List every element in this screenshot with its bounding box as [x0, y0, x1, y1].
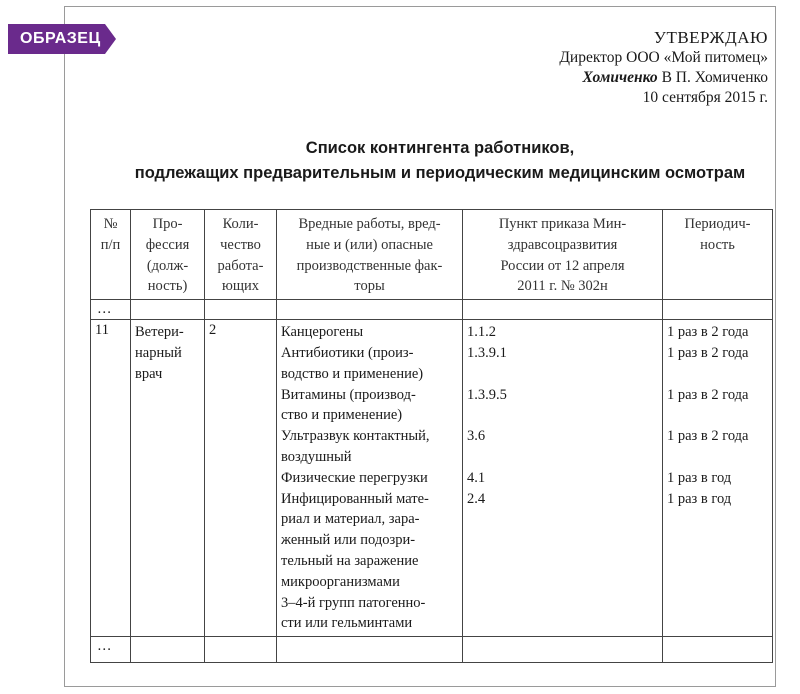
cell-line: фессия	[145, 236, 190, 253]
signature: Хомиченко	[582, 69, 658, 86]
cell-line: Витамины (производ-	[281, 386, 416, 403]
cell-line: ность	[700, 236, 735, 253]
cell-line: 3–4-й групп патогенно-	[281, 594, 426, 611]
row-number: 11	[91, 320, 131, 637]
cell-line: России от 12 апреля	[500, 257, 625, 274]
cell-line: ные и (или) опасные	[306, 236, 433, 253]
ellipsis-cell-bottom: …	[91, 637, 131, 663]
periodicity-value: 1 раз в 2 года	[667, 344, 749, 361]
periodicity-value: 1 раз в 2 года	[667, 386, 749, 403]
sample-badge	[8, 24, 116, 54]
cell-line: женный или подозри-	[281, 532, 416, 549]
row-order-points	[463, 320, 663, 637]
title-line-2: подлежащих предварительным и периодическим медицинским осмотрам	[134, 164, 746, 182]
cell-line: Про-	[152, 216, 183, 232]
cell-line: риал и материал, зара-	[281, 511, 420, 528]
cell-line: (долж-	[146, 257, 189, 274]
table-row-ellipsis	[91, 300, 773, 320]
title-line-1: Список контингента работников,	[305, 139, 575, 157]
cell-line: нарный	[135, 344, 182, 361]
cell-line: ющих	[221, 278, 259, 295]
header-count	[205, 210, 277, 300]
cell-line: врач	[135, 365, 163, 382]
order-point: 4.1	[467, 469, 486, 486]
document-title	[90, 136, 790, 186]
cell-line: производственные фак-	[296, 257, 443, 274]
approval-date: 10 сентября 2015 г.	[642, 89, 768, 106]
order-point: 1.3.9.5	[467, 386, 507, 403]
approver-name: В П. Хомиченко	[661, 69, 768, 86]
header-order-point	[463, 210, 663, 300]
table-header-row	[91, 210, 773, 300]
row-count: 2	[205, 320, 277, 637]
cell-line: Антибиотики (произ-	[281, 344, 414, 361]
badge-label: ОБРАЗЕЦ	[20, 30, 101, 47]
cell-line: воздушный	[281, 448, 352, 465]
cell-line: 2011 г. № 302н	[517, 278, 608, 295]
header-number	[91, 210, 131, 300]
table-row	[91, 320, 773, 637]
approval-position: Директор ООО «Мой питомец»	[559, 49, 768, 66]
cell-line: п/п	[100, 236, 121, 253]
cell-line: водство и применение)	[281, 365, 424, 382]
row-periodicity	[663, 320, 773, 637]
cell-line: Канцерогены	[281, 324, 364, 341]
header-profession	[131, 210, 205, 300]
approval-block	[559, 28, 768, 108]
periodicity-value: 1 раз в год	[667, 490, 732, 507]
order-point: 1.1.2	[467, 324, 496, 341]
header-periodicity	[663, 210, 773, 300]
cell-line: Инфицированный мате-	[281, 490, 429, 507]
cell-line: Физические перегрузки	[281, 469, 428, 486]
contingent-table	[90, 209, 773, 663]
cell-line: №	[103, 216, 118, 232]
periodicity-value: 1 раз в год	[667, 469, 732, 486]
row-profession	[131, 320, 205, 637]
order-point: 1.3.9.1	[467, 344, 507, 361]
cell-line: ство и применение)	[281, 407, 403, 424]
cell-line: сти или гельминтами	[281, 615, 413, 632]
header-factors	[277, 210, 463, 300]
cell-line: Коли-	[222, 216, 259, 232]
ellipsis-cell: …	[91, 300, 131, 320]
cell-line: чество	[220, 236, 261, 253]
row-factors	[277, 320, 463, 637]
cell-line: Ветери-	[135, 324, 184, 341]
table-row-ellipsis-bottom	[91, 637, 773, 663]
periodicity-value: 1 раз в 2 года	[667, 324, 749, 341]
order-point: 3.6	[467, 428, 486, 445]
approval-title: УТВЕРЖДАЮ	[653, 28, 768, 47]
cell-line: торы	[354, 278, 385, 295]
order-point: 2.4	[467, 490, 486, 507]
cell-line: Пункт приказа Мин-	[498, 216, 627, 232]
cell-line: Периодич-	[684, 216, 751, 232]
cell-line: тельный на заражение	[281, 552, 419, 569]
cell-line: Ультразвук контактный,	[281, 428, 430, 445]
cell-line: микроорганизмами	[281, 573, 400, 590]
periodicity-value: 1 раз в 2 года	[667, 428, 749, 445]
cell-line: ность)	[147, 278, 188, 295]
cell-line: работа-	[217, 257, 264, 274]
cell-line: здравсоцразвития	[507, 236, 618, 253]
cell-line: Вредные работы, вред-	[298, 216, 441, 232]
